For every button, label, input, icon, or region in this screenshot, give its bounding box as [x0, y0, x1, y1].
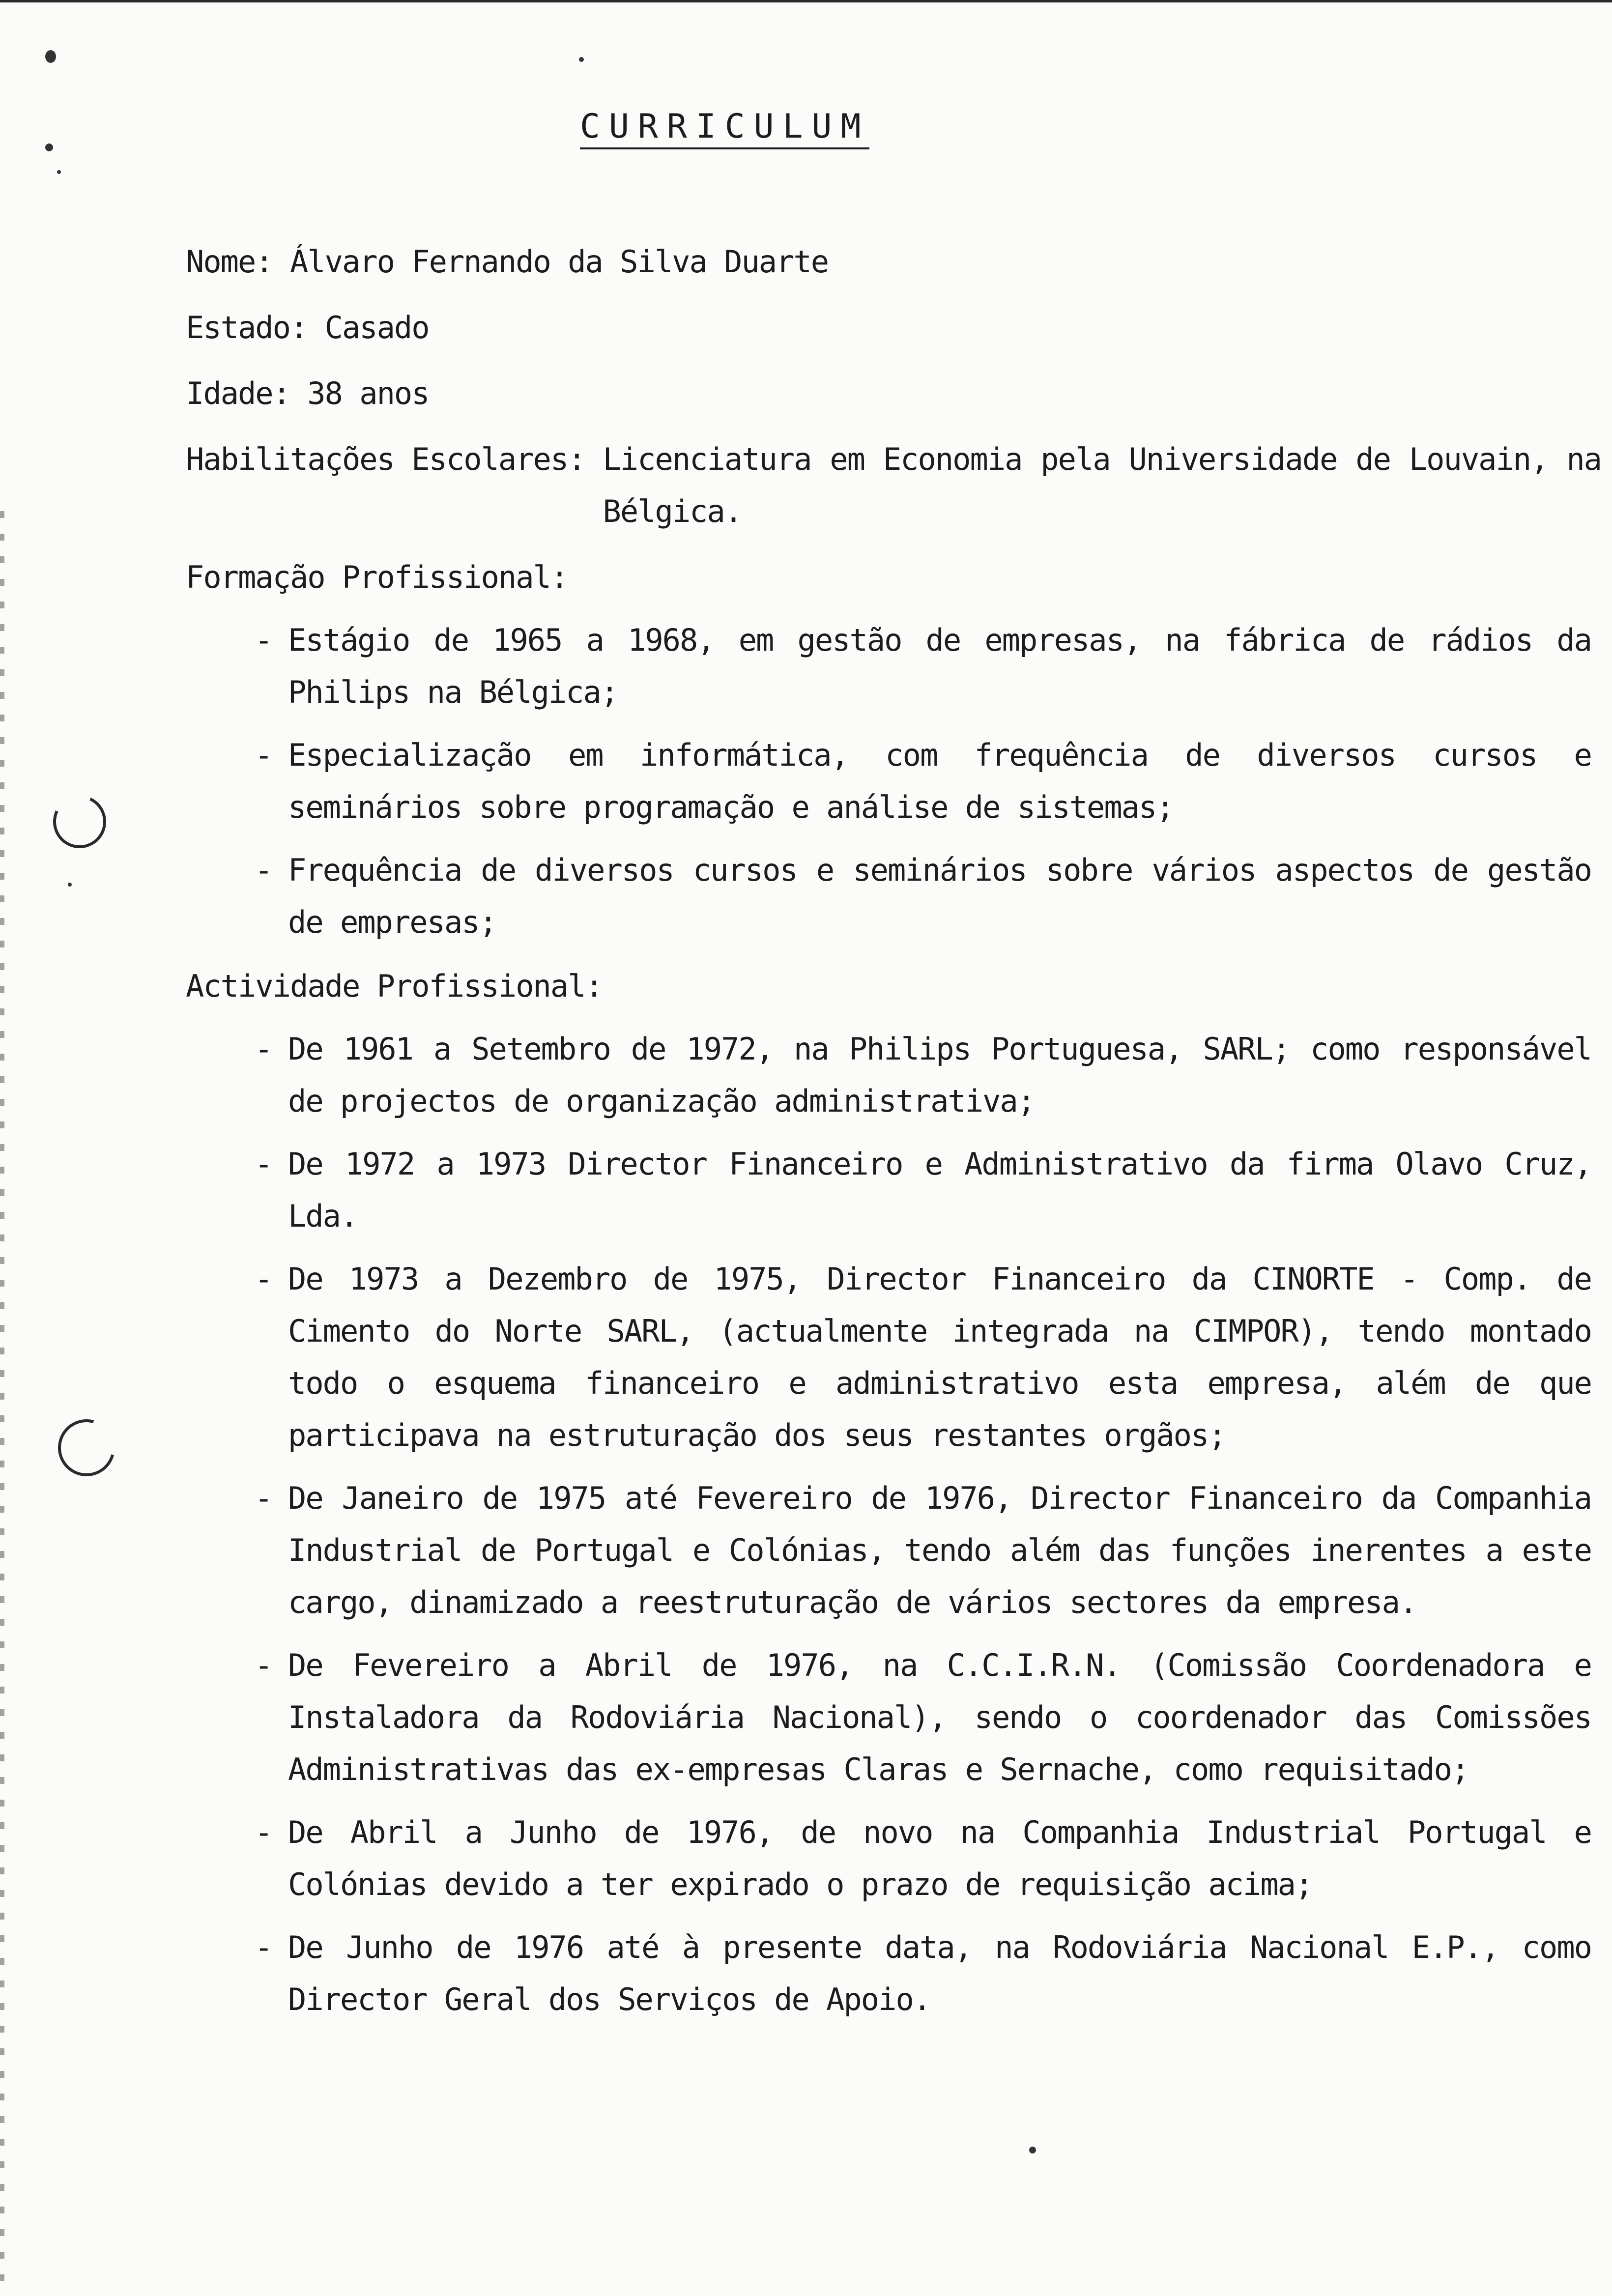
- list-bullet: -: [255, 1146, 272, 1182]
- activity-item-text: De Junho de 1976 até à presente data, na Rodoviária Nacional E.P., como Director Geral dos Serviços de Apoio.: [288, 1929, 1591, 2017]
- scan-speck: [57, 170, 61, 174]
- training-list: [186, 614, 1601, 948]
- activity-item: [186, 1639, 1591, 1796]
- activity-item: [186, 1253, 1591, 1462]
- binder-hole-mark: [46, 788, 114, 856]
- activity-item-text: De Janeiro de 1975 até Fevereiro de 1976, Director Financeiro da Companhia Industrial de Portugal e Colónias, tendo além das funções inerentes a este cargo, dinamizado a reestruturação de vários sectores da empresa.: [288, 1480, 1591, 1620]
- training-section-label: Formação Profissional:: [186, 559, 568, 595]
- scan-speck: [45, 50, 56, 63]
- age-field: Idade: 38 anos: [186, 375, 429, 411]
- list-bullet: -: [255, 1480, 272, 1516]
- training-item-text: Estágio de 1965 a 1968, em gestão de empresas, na fábrica de rádios da Philips na Bélgica;: [288, 622, 1591, 710]
- curriculum-body: [186, 236, 1601, 2037]
- activity-section-label: Actividade Profissional:: [186, 968, 603, 1004]
- scan-speck: [579, 57, 584, 62]
- activity-item: [186, 1138, 1591, 1242]
- marital-status-field: Estado: Casado: [186, 310, 429, 345]
- scan-speck: [45, 144, 53, 151]
- list-bullet: -: [255, 737, 272, 773]
- list-bullet: -: [255, 1647, 272, 1683]
- page-top-edge: [0, 0, 1612, 2]
- scan-speck: [68, 883, 72, 887]
- training-item: [186, 844, 1591, 948]
- page-left-edge-marks: [0, 511, 4, 2290]
- list-bullet: -: [255, 1929, 272, 1965]
- activity-item-text: De Fevereiro a Abril de 1976, na C.C.I.R.N. (Comissão Coordenadora e Instaladora da Rodoviária Nacional), sendo o coordenador das Comissões Administrativas das ex-empresas Claras e Sernache, como requisitado;: [288, 1647, 1591, 1787]
- name-field: Nome: Álvaro Fernando da Silva Duarte: [186, 244, 829, 280]
- activity-item-text: De 1973 a Dezembro de 1975, Director Financeiro da CINORTE - Comp. de Cimento do Norte SARL, (actualmente integrada na CIMPOR), tendo montado todo o esquema financeiro e administrativo esta empresa, além de que participava na estruturação dos seus restantes orgãos;: [288, 1261, 1591, 1453]
- document-title: CURRICULUM: [580, 107, 869, 149]
- list-bullet: -: [255, 852, 272, 888]
- list-bullet: -: [255, 622, 272, 658]
- list-bullet: -: [255, 1814, 272, 1850]
- activity-list: [186, 1023, 1601, 2026]
- training-item: [186, 614, 1591, 718]
- education-label: Habilitações Escolares:: [186, 441, 585, 477]
- activity-item: [186, 1922, 1591, 2026]
- training-item-text: Frequência de diversos cursos e seminários sobre vários aspectos de gestão de empresas;: [288, 852, 1591, 940]
- education-value: Licenciatura em Economia pela Universidade de Louvain, na Bélgica.: [603, 441, 1601, 529]
- list-bullet: -: [255, 1031, 272, 1067]
- training-item: [186, 729, 1591, 833]
- list-bullet: -: [255, 1261, 272, 1297]
- activity-item: [186, 1023, 1591, 1127]
- education-field: [186, 433, 1601, 538]
- activity-item: [186, 1472, 1591, 1629]
- activity-item: [186, 1807, 1591, 1911]
- scan-speck: [1029, 2147, 1036, 2153]
- activity-item-text: De 1961 a Setembro de 1972, na Philips Portuguesa, SARL; como responsável de projectos de organização administrativa;: [288, 1031, 1591, 1119]
- training-item-text: Especialização em informática, com frequência de diversos cursos e seminários sobre programação e análise de sistemas;: [288, 737, 1591, 825]
- activity-item-text: De 1972 a 1973 Director Financeiro e Administrativo da firma Olavo Cruz, Lda.: [288, 1146, 1591, 1234]
- activity-item-text: De Abril a Junho de 1976, de novo na Companhia Industrial Portugal e Colónias devido a ter expirado o prazo de requisição acima;: [288, 1814, 1591, 1902]
- binder-hole-mark: [48, 1409, 125, 1487]
